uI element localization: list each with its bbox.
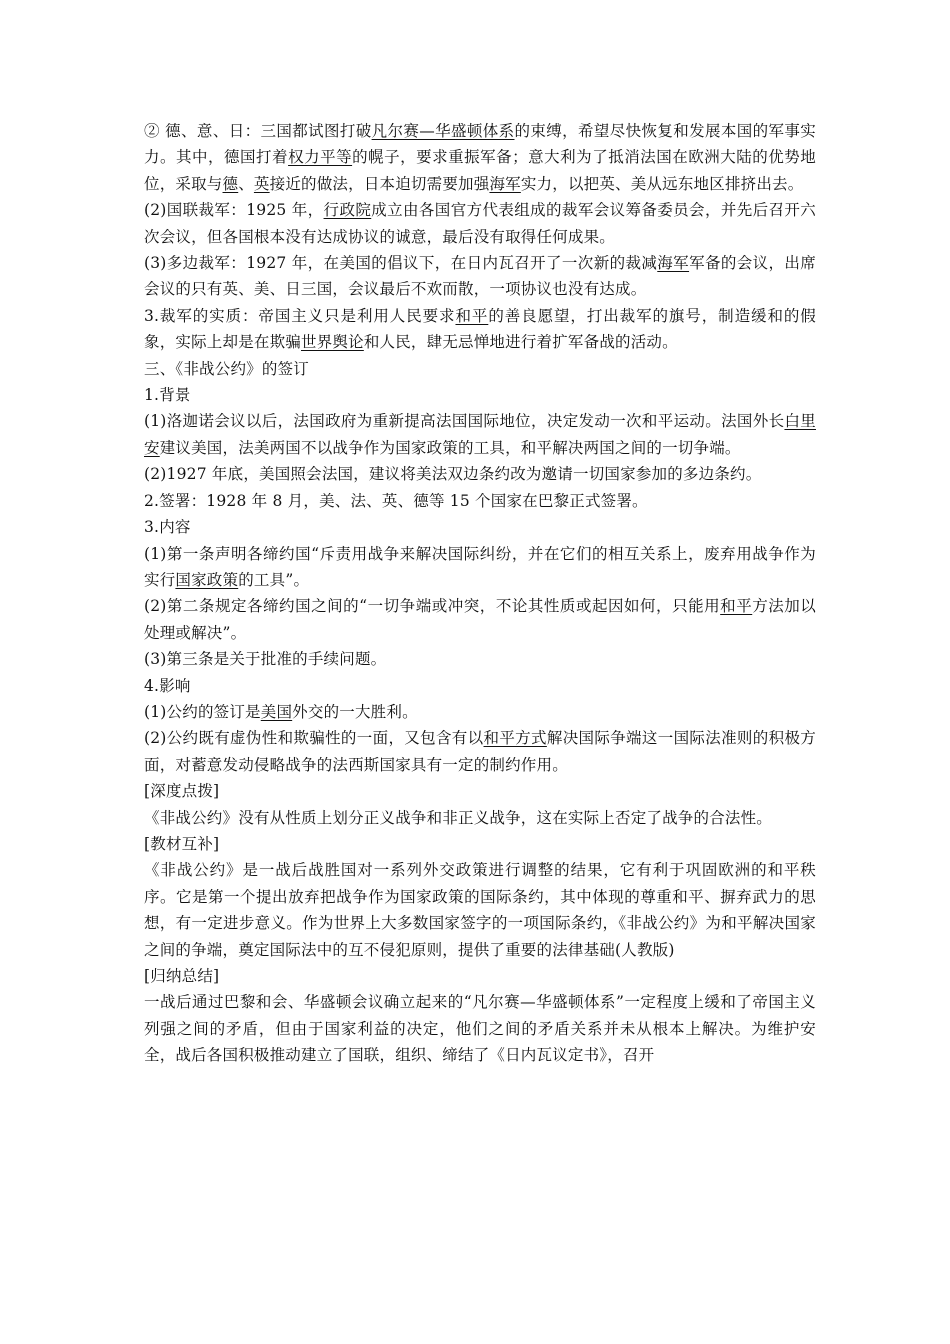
underlined-term: 美国 <box>260 702 293 721</box>
text-run: 、 <box>238 174 254 193</box>
underlined-term: 海军 <box>657 254 690 273</box>
text-run: (3)多边裁军：1927 年，在美国的倡议下，在日内瓦召开了一次新的裁减 <box>144 254 658 273</box>
underlined-term: 海军 <box>489 174 521 193</box>
paragraph <box>144 408 816 461</box>
text-run: 和人民，肆无忌惮地进行着扩军备战的活动。 <box>363 333 678 352</box>
text-run: 3.裁军的实质：帝国主义只是利用人民要求 <box>144 306 456 325</box>
text-run: 方法加以处理或解决”。 <box>144 597 817 642</box>
paragraph <box>144 382 816 408</box>
underlined-term: 德 <box>222 174 239 193</box>
underlined-term: 和平 <box>720 597 753 616</box>
text-run: [深度点拨] <box>144 782 220 801</box>
paragraph <box>144 857 816 963</box>
paragraph <box>144 514 816 540</box>
text-run: 4.影响 <box>144 676 191 695</box>
paragraph <box>144 303 816 356</box>
text-run: 外交的一大胜利。 <box>292 702 418 721</box>
paragraph <box>144 356 816 382</box>
text-run: [教材互补] <box>144 834 220 853</box>
paragraph <box>144 989 816 1068</box>
text-run: 一战后通过巴黎和会、华盛顿会议确立起来的“凡尔赛—华盛顿体系”一定程度上缓和了帝国主义列强之间的矛盾，但由于国家利益的决定，他们之间的矛盾关系并未从根本上解决。为维护安全，战后各国积极推动建立了国联，组织、缔结了《日内瓦议定书》，召开 <box>144 993 816 1065</box>
underlined-term: 国家政策 <box>175 570 239 589</box>
underlined-term: 世界舆论 <box>301 333 364 352</box>
text-run: [归纳总结] <box>144 967 220 985</box>
text-run: 解决国际争端这一国际法准则的积极方面，对蓄意发动侵略战争的法西斯国家具有一定的制约作用。 <box>144 729 816 774</box>
paragraph <box>144 646 816 672</box>
text-run: 建议美国，法美两国不以战争作为国家政策的工具，和平解决两国之间的一切争端。 <box>159 438 741 457</box>
text-run: ② 德、意、日：三国都试图打破 <box>144 122 372 140</box>
underlined-term: 和平方式 <box>483 729 547 748</box>
paragraph <box>144 593 816 646</box>
paragraph <box>144 461 816 487</box>
text-run: (1)第一条声明各缔约国“斥责用战争来解决国际纠纷，并在它们的相互关系上，废弃用战争作为实行 <box>144 544 816 589</box>
underlined-term: 行政院 <box>323 201 372 220</box>
underlined-term: 英 <box>253 174 270 193</box>
text-run: (1)公约的签订是 <box>144 702 261 721</box>
text-run: 《非战公约》没有从性质上划分正义战争和非正义战争，这在实际上否定了战争的合法性。 <box>144 808 773 827</box>
paragraph <box>144 118 816 197</box>
paragraph <box>144 963 816 989</box>
text-run: 成立由各国官方代表组成的裁军会议筹备委员会，并先后召开六次会议，但各国根本没有达成协议的诚意，最后没有取得任何成果。 <box>144 201 816 246</box>
paragraph <box>144 197 816 250</box>
underlined-term: 和平 <box>455 306 489 325</box>
text-run: (2)国联裁军：1925 年， <box>144 201 324 220</box>
text-run: 1.背景 <box>144 386 191 405</box>
underlined-term: 凡尔赛—华盛顿体系 <box>371 122 515 140</box>
paragraph <box>144 725 816 778</box>
text-run: (1)洛迦诺会议以后，法国政府为重新提高法国国际地位，决定发动一次和平运动。法国外长 <box>144 412 785 431</box>
paragraph <box>144 778 816 804</box>
text-run: (2)第二条规定各缔约国之间的“一切争端或冲突，不论其性质或起因如何，只能用 <box>144 597 721 616</box>
paragraph <box>144 673 816 699</box>
document-body <box>144 118 816 1069</box>
text-run: (3)第三条是关于批准的手续问题。 <box>144 650 387 669</box>
text-run: 接近的做法，日本迫切需要加强 <box>269 174 490 193</box>
text-run: (2)1927 年底，美国照会法国，建议将美法双边条约改为邀请一切国家参加的多边条约。 <box>144 465 762 484</box>
paragraph <box>144 541 816 594</box>
text-run: 的束缚，希望尽快恢复和发展本国的军事实力。其中，德国打着 <box>144 122 816 167</box>
text-run: 三、《非战公约》的签订 <box>144 359 309 378</box>
paragraph <box>144 831 816 857</box>
underlined-term: 白里安 <box>144 412 816 457</box>
text-run: 的善良愿望，打出裁军的旗号，制造缓和的假象，实际上却是在欺骗 <box>144 306 816 352</box>
text-run: 实力，以把英、美从远东地区排挤出去。 <box>520 174 804 193</box>
text-run: 的工具”。 <box>238 570 310 589</box>
paragraph <box>144 250 816 303</box>
text-run: 的幌子，要求重振军备；意大利为了抵消法国在欧洲大陆的优势地位，采取与 <box>144 148 816 193</box>
text-run: 3.内容 <box>144 518 191 537</box>
text-run: 2.签署：1928 年 8 月，美、法、英、德等 15 个国家在巴黎正式签署。 <box>144 491 648 510</box>
text-run: 《非战公约》是一战后战胜国对一系列外交政策进行调整的结果，它有利于巩固欧洲的和平秩序。它是第一个提出放弃把战争作为国家政策的国际条约，其中体现的尊重和平、摒弃武力的思想，有一定进步意义。作为世界上大多数国家签字的一项国际条约，《非战公约》为和平解决国家之间的争端，奠定国际法中的互不侵犯原则，提供了重要的法律基础(人教版) <box>144 861 816 959</box>
text-run: 军备的会议，出席会议的只有英、美、日三国，会议最后不欢而散，一项协议也没有达成。 <box>144 254 817 299</box>
text-run: (2)公约既有虚伪性和欺骗性的一面，又包含有以 <box>144 729 484 748</box>
paragraph <box>144 699 816 725</box>
paragraph <box>144 488 816 514</box>
underlined-term: 权力平等 <box>288 148 353 167</box>
paragraph <box>144 805 816 831</box>
